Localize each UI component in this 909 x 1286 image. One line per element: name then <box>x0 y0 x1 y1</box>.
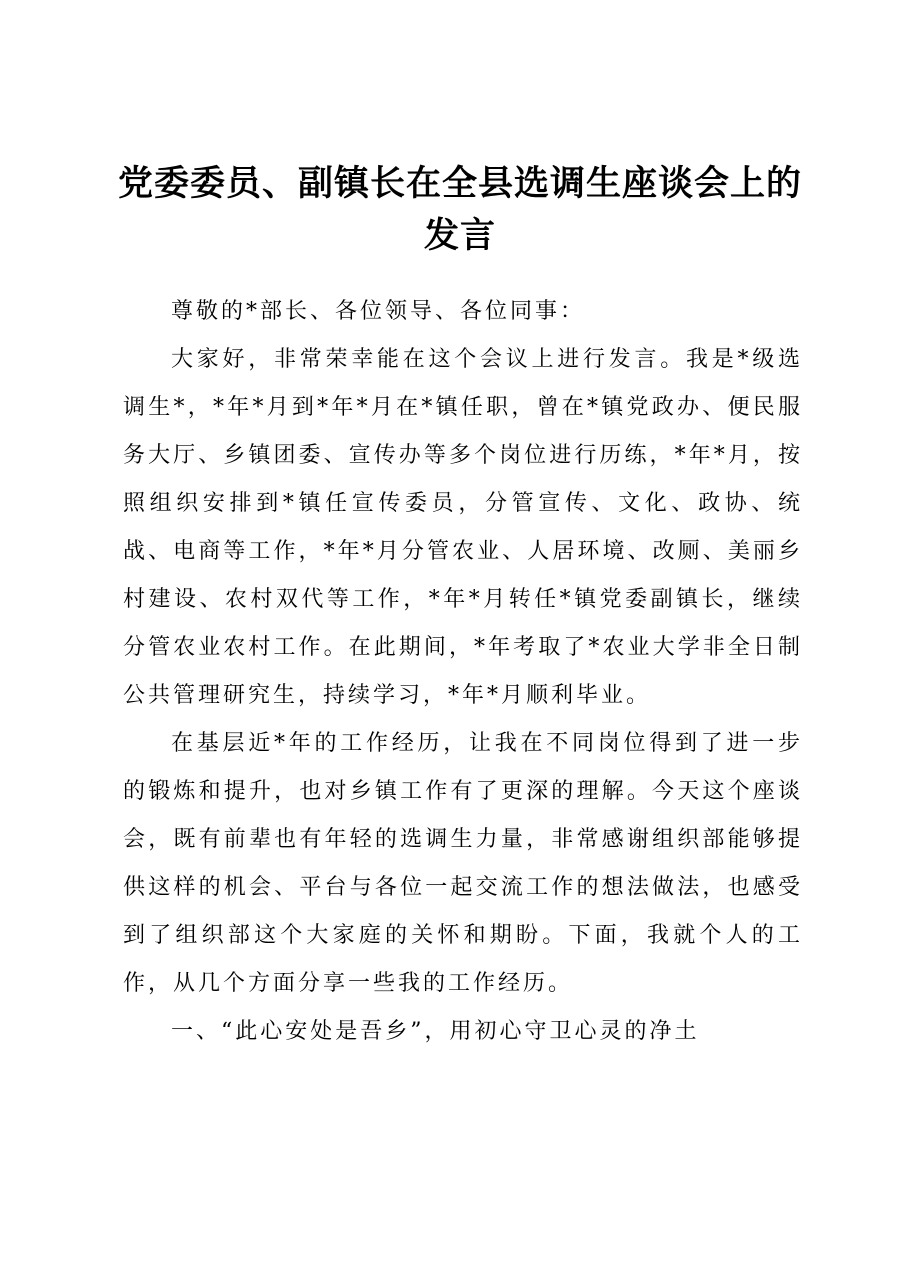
experience-paragraph: 在基层近*年的工作经历，让我在不同岗位得到了进一步的锻炼和提升，也对乡镇工作有了更深的理解。今天这个座谈会，既有前辈也有年轻的选调生力量，非常感谢组织部能够提供这样的机会、平台与各位一起交流工作的想法做法，也感受到了组织部这个大家庭的关怀和期盼。下面，我就个人的工作，从几个方面分享一些我的工作经历。 <box>123 731 803 996</box>
introduction-paragraph: 大家好，非常荣幸能在这个会议上进行发言。我是*级选调生*，*年*月到*年*月在*镇任职，曾在*镇党政办、便民服务大厅、乡镇团委、宣传办等多个岗位进行历练，*年*月，按照组织安排到*镇任宣传委员，分管宣传、文化、政协、统战、电商等工作，*年*月分管农业、人居环境、改厕、美丽乡村建设、农村双代等工作，*年*月转任*镇党委副镇长，继续分管农业农村工作。在此期间，*年考取了*农业大学非全日制公共管理研究生，持续学习，*年*月顺利毕业。 <box>123 347 803 708</box>
document-title: 党委委员、副镇长在全县选调生座谈会上的发言 <box>117 164 802 256</box>
salutation-paragraph: 尊敬的*部长、各位领导、各位同事： <box>171 299 586 324</box>
section-heading-1: 一、“此心安处是吾乡”，用初心守卫心灵的净土 <box>171 1019 700 1044</box>
document-body <box>123 288 803 1056</box>
